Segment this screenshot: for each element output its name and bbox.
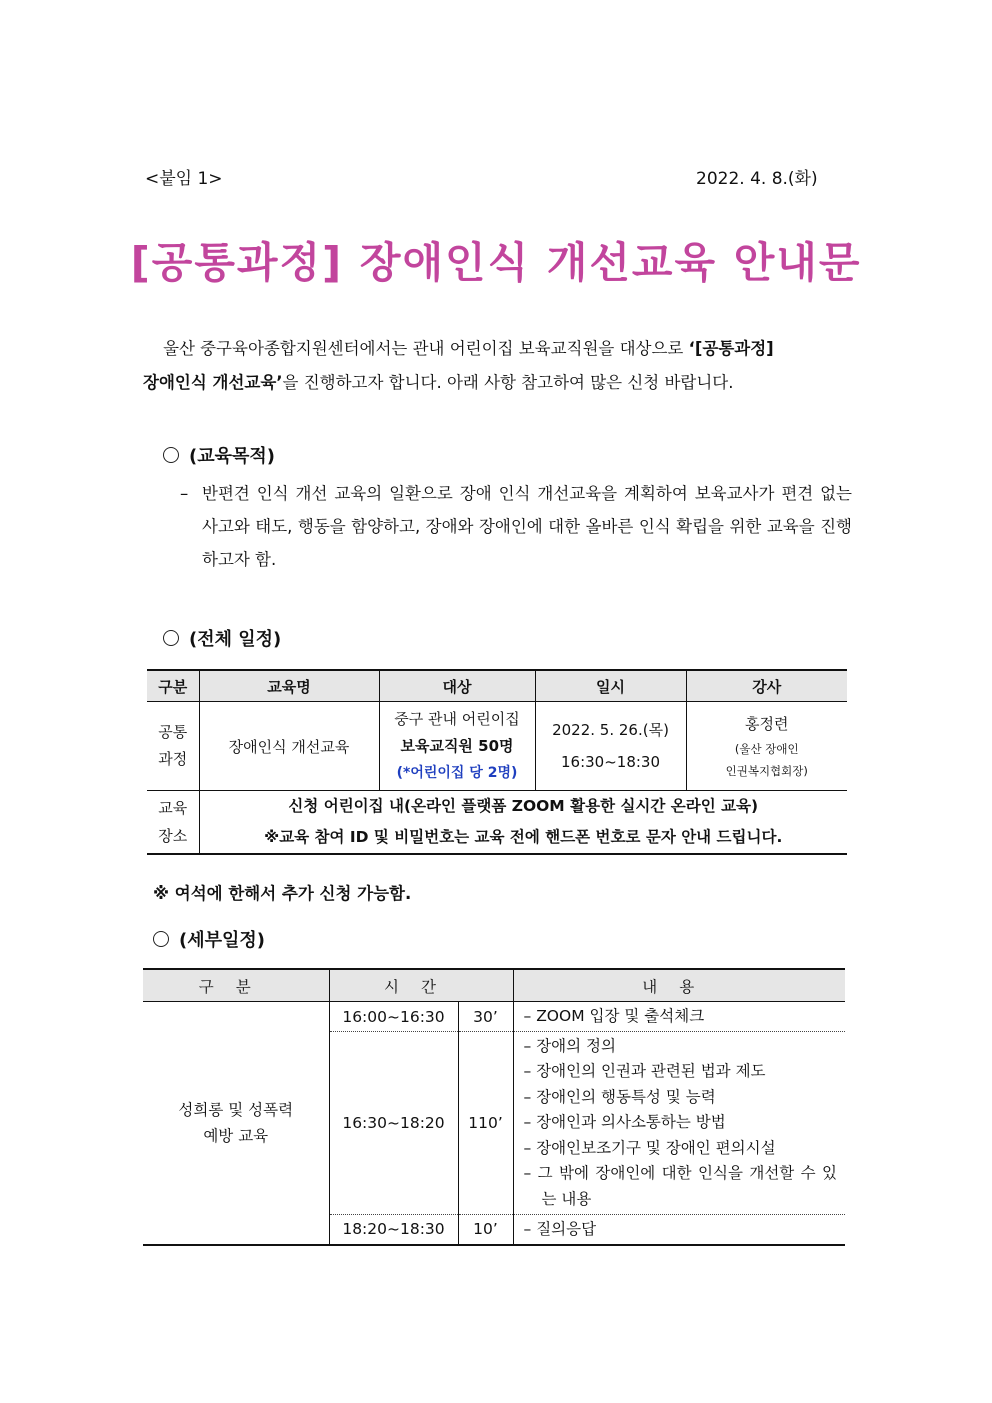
table-row xyxy=(147,791,847,855)
content-item: – 장애의 정의 xyxy=(523,1036,616,1055)
content-cell xyxy=(513,1215,845,1245)
section-heading-text: (전체 일정) xyxy=(189,629,282,650)
content-item: – 장애인과 의사소통하는 방법 xyxy=(523,1113,726,1132)
document-date: 2022. 4. 8.(화) xyxy=(696,169,818,189)
lecturer-cell xyxy=(686,702,847,791)
course-name-cell: 장애인식 개선교육 xyxy=(199,702,379,791)
circle-bullet-icon xyxy=(163,447,179,463)
schedule-table xyxy=(147,669,847,855)
purpose-description xyxy=(180,477,852,576)
time-cell: 16:00~16:30 xyxy=(329,1002,458,1032)
table-header-row xyxy=(147,670,847,702)
category-text: 공통 xyxy=(158,723,188,741)
intro-line-1 xyxy=(143,332,853,366)
place-label-text: 교육 xyxy=(158,799,188,817)
section-detail-heading xyxy=(153,926,265,952)
target-text: 중구 관내 어린이집 xyxy=(394,709,520,728)
content-item: – 장애인의 인권과 관련된 법과 제도 xyxy=(523,1062,766,1081)
place-text: 신청 어린이집 내(온라인 플랫폼 ZOOM 활용한 실시간 온라인 교육) xyxy=(288,797,759,815)
circle-bullet-icon xyxy=(163,630,179,646)
intro-line-2 xyxy=(143,366,853,400)
table-row xyxy=(143,1002,845,1032)
header-cell: 대상 xyxy=(379,670,535,702)
content-item: – 질의응답 xyxy=(523,1219,597,1238)
category-text: 과정 xyxy=(158,750,188,768)
purpose-text: 반편견 인식 개선 교육의 일환으로 장애 인식 개선교육을 계획하여 보육교사가 편견 없는 사고와 태도, 행동을 함양하고, 장애와 장애인에 대한 올바른 인식 확립을 위한 교육을 진행하고자 함. xyxy=(202,484,852,569)
dash-bullet: – xyxy=(180,484,189,503)
section-heading-text: (세부일정) xyxy=(179,930,266,951)
content-item: – 장애인의 행동특성 및 능력 xyxy=(523,1087,716,1106)
header-cell: 구분 xyxy=(147,670,199,702)
attachment-label: <붙임 1> xyxy=(145,169,223,189)
lecturer-name: 홍정련 xyxy=(745,715,789,733)
additional-notice: ※ 여석에 한해서 추가 신청 가능함. xyxy=(153,884,412,903)
target-note: (*어린이집 당 2명) xyxy=(396,764,518,781)
duration-cell: 30’ xyxy=(458,1002,513,1032)
header-cell: 교육명 xyxy=(199,670,379,702)
place-label-text: 장소 xyxy=(158,827,188,845)
program-text: 성희롱 및 성폭력 xyxy=(178,1100,294,1119)
section-purpose-heading xyxy=(163,442,275,468)
content-item: – ZOOM 입장 및 출석체크 xyxy=(523,1006,705,1025)
content-item: – 그 밖에 장애인에 대한 인식을 개선할 수 있는 내용 xyxy=(523,1164,838,1208)
content-item: – 장애인보조기구 및 장애인 편의시설 xyxy=(523,1138,776,1157)
time-text: 16:30~18:30 xyxy=(560,753,661,771)
section-schedule-heading xyxy=(163,625,281,651)
duration-cell: 110’ xyxy=(458,1032,513,1215)
table-row xyxy=(147,702,847,791)
detail-schedule-table xyxy=(143,968,845,1246)
header-cell: 내용 xyxy=(513,969,845,1002)
header-cell: 일시 xyxy=(535,670,686,702)
duration-cell: 10’ xyxy=(458,1215,513,1245)
program-text: 예방 교육 xyxy=(203,1126,269,1145)
time-cell: 18:20~18:30 xyxy=(329,1215,458,1245)
target-count: 보육교직원 50명 xyxy=(400,736,514,755)
date-text: 2022. 5. 26.(목) xyxy=(552,721,669,739)
table-header-row xyxy=(143,969,845,1002)
place-notice: ※교육 참여 ID 및 비밀번호는 교육 전에 핸드폰 번호로 문자 안내 드립니다. xyxy=(264,828,783,846)
program-cell xyxy=(143,1002,329,1245)
section-heading-text: (교육목적) xyxy=(189,446,276,467)
intro-emphasis: 장애인식 개선교육’ xyxy=(143,373,283,392)
header-cell: 시간 xyxy=(329,969,513,1002)
category-cell xyxy=(147,702,199,791)
intro-emphasis: ‘[공통과정] xyxy=(688,339,774,358)
intro-text: 을 진행하고자 합니다. 아래 사항 참고하여 많은 신청 바랍니다. xyxy=(282,373,734,392)
header-cell: 강사 xyxy=(686,670,847,702)
place-label-cell xyxy=(147,791,199,855)
header-cell: 구분 xyxy=(143,969,329,1002)
target-cell xyxy=(379,702,535,791)
time-cell: 16:30~18:20 xyxy=(329,1032,458,1215)
page-title: [공통과정] 장애인식 개선교육 안내문 xyxy=(130,238,862,287)
place-cell xyxy=(199,791,847,855)
content-cell xyxy=(513,1032,845,1215)
content-cell xyxy=(513,1002,845,1032)
datetime-cell xyxy=(535,702,686,791)
lecturer-org: (울산 장애인 xyxy=(734,742,799,756)
intro-text: 울산 중구육아종합지원센터에서는 관내 어린이집 보육교직원을 대상으로 xyxy=(163,339,689,358)
circle-bullet-icon xyxy=(153,931,169,947)
lecturer-org: 인권복지협회장) xyxy=(725,764,808,778)
